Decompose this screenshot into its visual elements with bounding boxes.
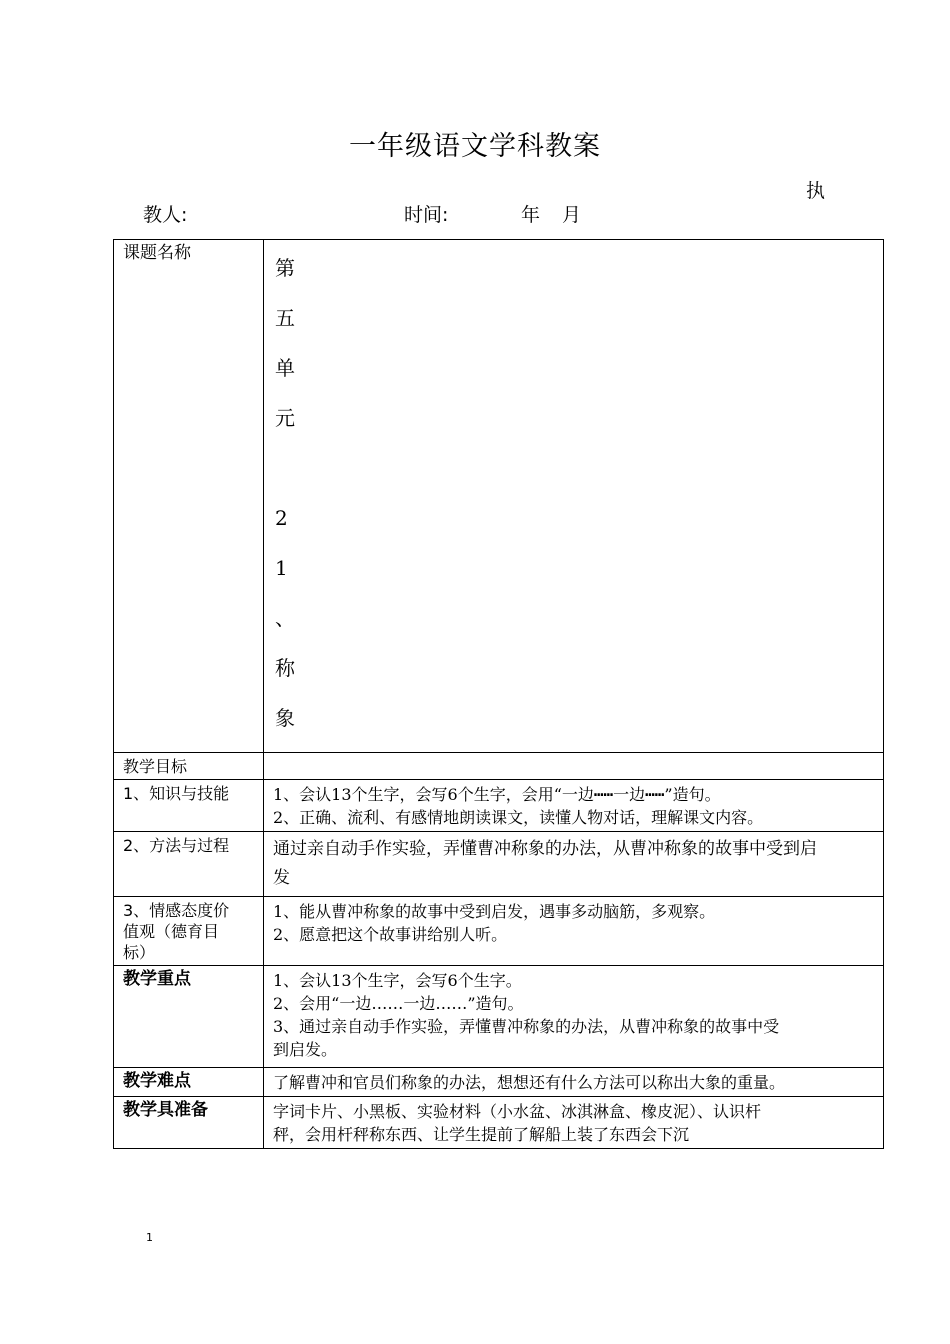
knowledge-value — [264, 780, 884, 832]
page-number: 1 — [146, 1231, 153, 1244]
knowledge-line: 1、会认13个生字，会写6个生字，会用“一边┅┅一边┅┅”造句。 — [273, 785, 721, 804]
topic-char: 、 — [275, 606, 295, 630]
topic-char: 称 — [275, 656, 295, 680]
method-row — [114, 832, 884, 897]
zhi-label: 执 — [806, 180, 826, 202]
method-line: 通过亲自动手作实验，弄懂曹冲称象的办法，从曹冲称象的故事中受到启 — [273, 839, 817, 859]
key-points-value — [264, 966, 884, 1068]
emotion-label — [114, 897, 264, 966]
topic-value — [264, 240, 884, 753]
topic-char: 第 — [275, 256, 295, 280]
key-points-label: 教学重点 — [114, 966, 264, 1068]
key-points-line: 到启发。 — [273, 1040, 338, 1059]
knowledge-row — [114, 780, 884, 832]
topic-char: 单 — [275, 356, 295, 380]
month-label: 月 — [562, 204, 582, 226]
key-points-line: 2、会用“一边……一边……”造句。 — [273, 994, 524, 1013]
preparation-label: 教学具准备 — [114, 1097, 264, 1149]
difficulty-value — [264, 1068, 884, 1097]
difficulty-label: 教学难点 — [114, 1068, 264, 1097]
topic-char: 2 — [275, 506, 288, 530]
method-line: 发 — [273, 868, 290, 888]
difficulty-line: 了解曹冲和官员们称象的办法，想想还有什么方法可以称出大象的重量。 — [273, 1073, 786, 1092]
emotion-line: 2、愿意把这个故事讲给别人听。 — [273, 925, 508, 944]
time-label: 时间: — [404, 204, 449, 226]
preparation-value — [264, 1097, 884, 1149]
preparation-line: 秤，会用杆秤称东西、让学生提前了解船上装了东西会下沉 — [273, 1125, 690, 1144]
emotion-label-line: 标） — [123, 943, 156, 962]
emotion-line: 1、能从曹冲称象的故事中受到启发，遇事多动脑筋，多观察。 — [273, 902, 716, 921]
key-points-line: 3、通过亲自动手作实验，弄懂曹冲称象的办法，从曹冲称象的故事中受 — [273, 1017, 780, 1036]
emotion-value — [264, 897, 884, 966]
topic-char — [275, 452, 883, 502]
topic-char: 象 — [275, 706, 295, 730]
key-points-row — [114, 966, 884, 1068]
key-points-line: 1、会认13个生字，会写6个生字。 — [273, 971, 522, 990]
teacher-label: 教人: — [143, 204, 188, 226]
method-label: 2、方法与过程 — [114, 832, 264, 897]
goals-row — [114, 753, 884, 780]
knowledge-label: 1、知识与技能 — [114, 780, 264, 832]
emotion-label-line: 值观（德育目 — [123, 922, 220, 941]
lesson-plan-table — [113, 239, 884, 1149]
topic-char: 元 — [275, 406, 295, 430]
document-title: 一年级语文学科教案 — [349, 131, 601, 162]
year-label: 年 — [521, 204, 541, 226]
topic-label: 课题名称 — [114, 240, 264, 753]
topic-char: 1 — [275, 556, 288, 580]
goals-label: 教学目标 — [114, 753, 264, 780]
goals-value — [264, 753, 884, 780]
topic-char: 五 — [275, 306, 295, 330]
difficulty-row — [114, 1068, 884, 1097]
knowledge-line: 2、正确、流利、有感情地朗读课文，读懂人物对话，理解课文内容。 — [273, 808, 764, 827]
preparation-row — [114, 1097, 884, 1149]
emotion-row — [114, 897, 884, 966]
topic-row — [114, 240, 884, 753]
emotion-label-line: 3、情感态度价 — [123, 901, 230, 920]
preparation-line: 字词卡片、小黑板、实验材料（小水盆、冰淇淋盒、橡皮泥）、认识杆 — [273, 1102, 762, 1121]
method-value — [264, 832, 884, 897]
